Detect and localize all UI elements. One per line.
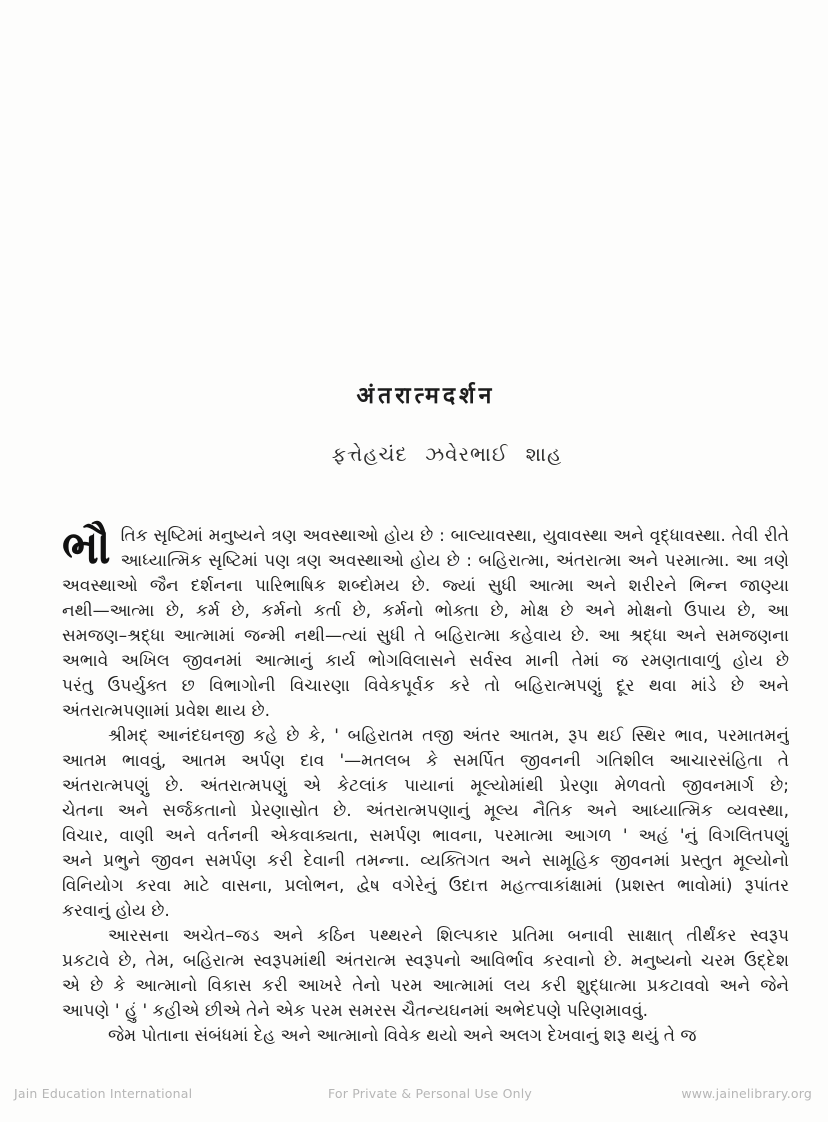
text-line: અને પ્રભુને જીવન સમર્પણ કરી દેવાની તમન્ના. વ્યક્તિગત અને સામૂહિક જીવનમાં પ્રસ્તુત મૂલ્યોનો — [62, 851, 789, 871]
text-line: વિચાર, વાણી અને વર્તનની એકવાક્યતા, સમર્પણ ભાવના, પરમાત્મા આગળ ' અહં 'નું વિગલિતપણું — [62, 826, 789, 846]
paragraph-2 — [62, 724, 789, 924]
text-line: આતમ ભાવવું, આતમ અર્પણ દાવ '—મતલબ કે સમર્પિત જીવનની ગતિશીલ આચારસંહિતા તે — [62, 751, 789, 771]
text-line: એ છે કે આત્માનો વિકાસ કરી આખરે તેનો પરમ આત્મામાં લય કરી શુદ્ધાત્મા પ્રકટાવવો અને જેને — [62, 976, 789, 996]
text-line: આપણે ' હું ' કહીએ છીએ તેને એક પરમ સમરસ ચૈતન્યઘનમાં અભેદપણે પરિણમાવવું. — [62, 1001, 648, 1021]
text-line: પ્રકટાવે છે, તેમ, બહિરાત્મ સ્વરૂપમાંથી અંતરાત્મ સ્વરૂપનો આવિર્ભાવ કરવાનો છે. મનુષ્યનો ચરમ ઉદ્દેશ — [62, 951, 789, 971]
text-line: સમજણ–શ્રદ્ધા આત્મામાં જન્મી નથી—ત્યાં સુધી તે બહિરાત્મા કહેવાય છે. આ શ્રદ્ધા અને સમજણના — [62, 626, 789, 646]
text-line: આરસના અચેત–જડ અને કઠિન પથ્થરને શિલ્પકાર પ્રતિમા બનાવી સાક્ષાત્ તીર્થંકર સ્વરૂપ — [108, 926, 789, 946]
paragraph-1 — [62, 520, 789, 724]
text-line: જેમ પોતાના સંબંધમાં દેહ અને આત્માનો વિવેક થયો અને અલગ દેખવાનું શરૂ થયું તે જ — [108, 1026, 697, 1046]
text-line: વિનિયોગ કરવા માટે વાસના, પ્રલોભન, દ્વેષ વગેરેનું ઉદાત્ત મહત્ત્વાકાંક્ષામાં (પ્રશસ્ત ભાવોમાં) રૂપાંતર — [62, 876, 789, 896]
author-name: ફત્તેહચંદ ઝવેરભાઈ શાહ — [331, 442, 563, 466]
footer-usage-notice: For Private & Personal Use Only — [327, 1086, 533, 1101]
text-line: કરવાનું હોય છે. — [62, 901, 170, 921]
text-line: તિક સૃષ્ટિમાં મનુષ્યને ત્રણ અવસ્થાઓ હોય છે : બાલ્યાવસ્થા, યુવાવસ્થા અને વૃદ્ધાવસ્થા. તેવી રીતે — [120, 526, 789, 546]
text-line: ચેતના અને સર્જકતાનો પ્રેરણાસ્રોત છે. અંતરાત્મપણાનું મૂલ્ય નૈતિક અને આધ્યાત્મિક વ્યવસ્થા, — [62, 801, 789, 821]
text-line: અંતરાત્મપણું છે. અંતરાત્મપણું એ કેટલાંક પાયાનાં મૂલ્યોમાંથી પ્રેરણા મેળવતો જીવનમાર્ગ છે; — [62, 776, 789, 796]
body-text — [62, 520, 789, 1049]
text-line: શ્રીમદ્ આનંદઘનજી કહે છે કે, ' બહિરાતમ તજી અંતર આતમ, રૂપ થઈ સ્થિર ભાવ, પરમાતમનું — [108, 726, 789, 746]
text-line: અભાવે અખિલ જીવનમાં આત્માનું કાર્ય ભોગવિલાસને સર્વસ્વ માની તેમાં જ રમણતાવાળું હોય છે — [62, 651, 789, 671]
paragraph-3 — [62, 924, 789, 1024]
text-line: નથી—આત્મા છે, કર્મ છે, કર્મનો કર્તા છે, કર્મનો ભોક્તા છે, મોક્ષ છે અને મોક્ષનો ઉપાય છે, આ — [62, 601, 789, 621]
text-line: અંતરાત્મપણામાં પ્રવેશ થાય છે. — [62, 701, 271, 721]
paragraph-4 — [62, 1024, 789, 1049]
text-line: પરંતુ ઉપર્યુક્ત છ વિભાગોની વિચારણા વિવેકપૂર્વક કરે તો બહિરાત્મપણું દૂર થવા માંડે છે અને — [62, 676, 789, 696]
page-title: अंतरात्मदर्शन — [356, 383, 496, 409]
drop-cap: ભૌ — [62, 520, 111, 574]
footer-publisher-text: Jain Education International — [14, 1086, 193, 1101]
text-line: અવસ્થાઓ જૈન દર્શનના પારિભાષિક શબ્દોમય છે. જ્યાં સુધી આત્મા અને શરીરને ભિન્ન જાણ્યા — [62, 576, 789, 596]
text-line: આધ્યાત્મિક સૃષ્ટિમાં પણ ત્રણ અવસ્થાઓ હોય છે : બહિરાત્મા, અંતરાત્મા અને પરમાત્મા. આ ત્રણે — [120, 551, 789, 571]
footer-website-text: www.jainelibrary.org — [681, 1086, 812, 1101]
